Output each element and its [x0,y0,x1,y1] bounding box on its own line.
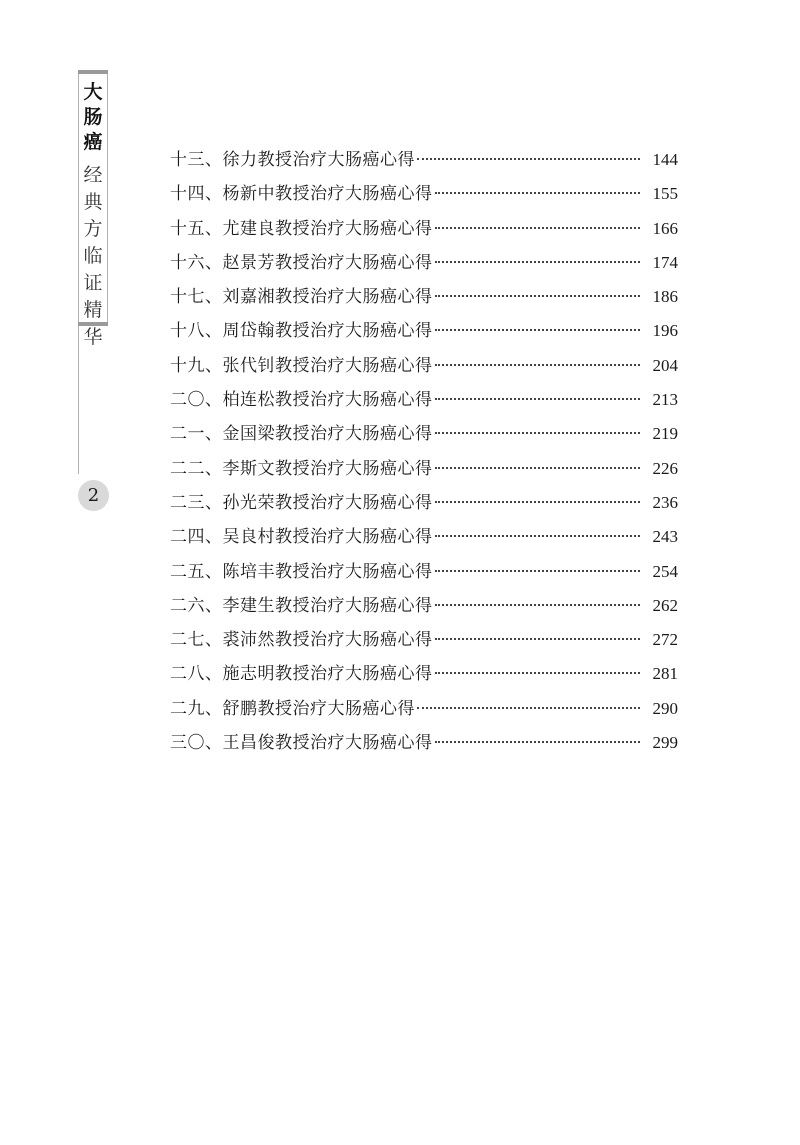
toc-entry[interactable] [170,659,678,693]
toc-entry-title: 十七、刘嘉湘教授治疗大肠癌心得 [170,287,433,308]
toc-entry-title: 二九、舒鹏教授治疗大肠癌心得 [170,698,415,719]
toc-entry-page: 281 [652,664,678,684]
toc-entry-title: 二四、吴良村教授治疗大肠癌心得 [170,527,433,548]
toc-leader [435,328,641,331]
toc-entry-title: 二〇、柏连松教授治疗大肠癌心得 [170,390,433,411]
toc-leader [435,397,641,400]
toc-entry-title: 十四、杨新中教授治疗大肠癌心得 [170,184,433,205]
book-title-main [82,80,104,155]
toc-leader [435,534,641,537]
toc-leader [435,466,641,469]
toc-leader [435,260,641,263]
toc-entry[interactable] [170,728,678,762]
book-title-char: 癌 [83,131,103,153]
toc-entry-title: 十五、尤建良教授治疗大肠癌心得 [170,218,433,239]
toc-leader [435,671,641,674]
book-subtitle-char: 典 [83,191,103,213]
toc-entry[interactable] [170,522,678,556]
toc-entry[interactable] [170,214,678,248]
tab-right-line [107,74,108,322]
toc-entry[interactable] [170,282,678,316]
tab-left-line [78,74,79,474]
toc-entry-page: 243 [652,527,678,547]
toc-entry[interactable] [170,385,678,419]
toc-entry[interactable] [170,694,678,728]
toc-entry-page: 236 [652,492,678,512]
toc-entry-page: 155 [652,184,678,204]
toc-entry-title: 十六、赵景芳教授治疗大肠癌心得 [170,252,433,273]
book-title-char: 肠 [83,106,103,128]
book-subtitle-char: 临 [83,245,103,267]
toc-entry-page: 144 [652,150,678,169]
toc-entry-title: 二一、金国梁教授治疗大肠癌心得 [170,424,433,445]
toc-entry-title: 十九、张代钊教授治疗大肠癌心得 [170,355,433,376]
toc-entry-page: 186 [652,287,678,307]
toc-entry-page: 174 [652,252,678,272]
toc-entry[interactable] [170,625,678,659]
toc-entry-title: 三〇、王昌俊教授治疗大肠癌心得 [170,733,433,754]
toc-leader [417,157,640,160]
toc-leader [417,706,640,709]
toc-entry[interactable] [170,145,678,179]
toc-leader [435,569,641,572]
toc-entry-page: 290 [652,698,678,718]
toc-leader [435,740,641,743]
table-of-contents [170,145,678,762]
toc-leader [435,637,641,640]
toc-leader [435,191,641,194]
toc-entry-page: 196 [652,321,678,341]
toc-entry-title: 十三、徐力教授治疗大肠癌心得 [170,150,415,170]
book-subtitle-char: 方 [83,218,103,240]
toc-entry-page: 219 [652,424,678,444]
toc-entry-title: 二三、孙光荣教授治疗大肠癌心得 [170,492,433,513]
tab-top-rule [78,70,108,74]
toc-entry-title: 二五、陈培丰教授治疗大肠癌心得 [170,561,433,582]
toc-entry-title: 二八、施志明教授治疗大肠癌心得 [170,664,433,685]
book-subtitle-char: 经 [83,164,103,186]
book-subtitle-char: 证 [83,272,103,294]
toc-entry-page: 226 [652,458,678,478]
toc-entry[interactable] [170,351,678,385]
toc-entry[interactable] [170,316,678,350]
toc-leader [435,500,641,503]
toc-entry-title: 二七、裘沛然教授治疗大肠癌心得 [170,630,433,651]
toc-entry[interactable] [170,488,678,522]
toc-entry-page: 254 [652,561,678,581]
toc-entry-page: 204 [652,355,678,375]
toc-leader [435,226,641,229]
toc-leader [435,294,641,297]
book-subtitle-char: 华 [83,326,103,348]
toc-entry-page: 299 [652,733,678,753]
toc-entry[interactable] [170,591,678,625]
page-number: 2 [78,480,109,511]
toc-entry[interactable] [170,179,678,213]
toc-entry[interactable] [170,419,678,453]
book-subtitle-char: 精 [83,299,103,321]
toc-entry-page: 262 [652,595,678,615]
toc-leader [435,431,641,434]
toc-entry[interactable] [170,248,678,282]
toc-entry-page: 213 [652,390,678,410]
toc-entry-page: 272 [652,630,678,650]
book-title-char: 大 [83,81,103,103]
toc-entry-title: 二二、李斯文教授治疗大肠癌心得 [170,458,433,479]
toc-leader [435,363,641,366]
toc-entry[interactable] [170,454,678,488]
toc-entry-title: 十八、周岱翰教授治疗大肠癌心得 [170,321,433,342]
toc-entry[interactable] [170,557,678,591]
toc-leader [435,603,641,606]
toc-entry-page: 166 [652,218,678,238]
tab-mid-rule [78,322,108,326]
toc-entry-title: 二六、李建生教授治疗大肠癌心得 [170,595,433,616]
